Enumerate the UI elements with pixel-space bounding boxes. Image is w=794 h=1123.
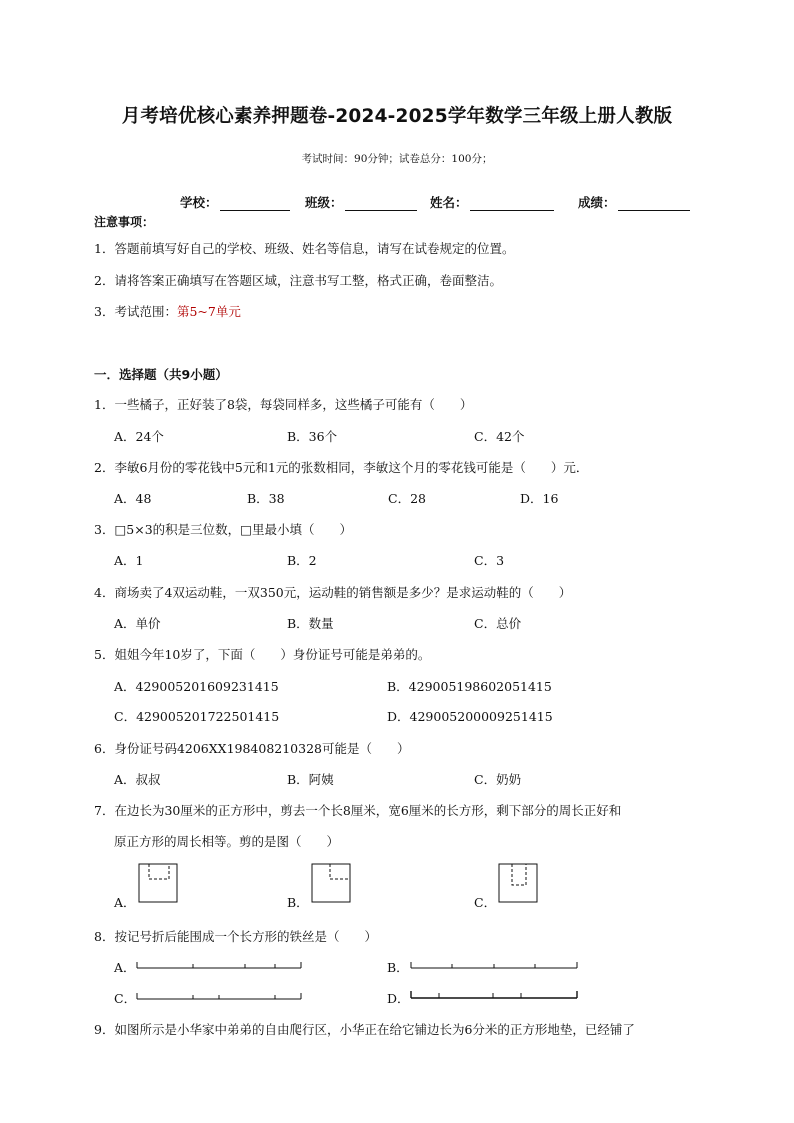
- option[interactable]: C．28: [388, 491, 426, 506]
- page-title: 月考培优核心素养押题卷-2024-2025学年数学三年级上册人教版: [121, 106, 673, 127]
- figure-a-square-notch-corner: [137, 862, 181, 906]
- notice-item: 2．请将答案正确填写在答题区域，注意书写工整，格式正确，卷面整洁。: [94, 273, 502, 288]
- option[interactable]: B．阿姨: [287, 772, 334, 787]
- option[interactable]: A．: [114, 960, 136, 975]
- option[interactable]: A．48: [114, 491, 152, 506]
- figure-b-square-notch-corner: [310, 862, 354, 906]
- section-heading: 一．选择题（共9小题）: [94, 367, 228, 382]
- option[interactable]: A．: [114, 895, 136, 910]
- option[interactable]: A．429005201609231415: [114, 679, 279, 694]
- scope-label: 3．考试范围：: [94, 304, 177, 319]
- score-field[interactable]: [578, 193, 690, 211]
- notice-item: 1．答题前填写好自己的学校、班级、姓名等信息，请写在试卷规定的位置。: [94, 241, 515, 256]
- question-stem: 5．姐姐今年10岁了，下面（ ）身份证号可能是弟弟的。: [94, 647, 431, 662]
- option[interactable]: C．3: [474, 553, 505, 568]
- school-label: 学校：: [180, 195, 218, 210]
- name-field[interactable]: [430, 193, 554, 211]
- question-stem: 2．李敏6月份的零花钱中5元和1元的张数相同，李敏这个月的零花钱可能是（ ）元．: [94, 460, 589, 475]
- wire-b-icon: [409, 960, 581, 972]
- class-field[interactable]: [305, 193, 417, 211]
- option[interactable]: D．: [387, 991, 410, 1006]
- option[interactable]: B．36个: [287, 429, 338, 444]
- option[interactable]: A．叔叔: [114, 772, 161, 787]
- question-stem: 3．□5×3的积是三位数，□里最小填（ ）: [94, 522, 352, 537]
- wire-a-icon: [135, 960, 305, 972]
- score-label: 成绩：: [578, 195, 616, 210]
- option[interactable]: C．42个: [474, 429, 525, 444]
- name-label: 姓名：: [430, 195, 468, 210]
- question-stem: 6．身份证号码4206XX198408210328可能是（ ）: [94, 741, 410, 756]
- question-stem: 4．商场卖了4双运动鞋，一双350元，运动鞋的销售额是多少？是求运动鞋的（ ）: [94, 585, 572, 600]
- class-label: 班级：: [305, 195, 343, 210]
- option[interactable]: B．: [287, 895, 309, 910]
- option[interactable]: C．总价: [474, 616, 522, 631]
- question-stem: 8．按记号折后能围成一个长方形的铁丝是（ ）: [94, 929, 377, 944]
- question-stem: 7．在边长为30厘米的正方形中，剪去一个长8厘米，宽6厘米的长方形，剩下部分的周长正好和: [94, 803, 622, 818]
- option[interactable]: C．奶奶: [474, 772, 522, 787]
- option[interactable]: C．429005201722501415: [114, 709, 280, 724]
- option[interactable]: B．38: [247, 491, 285, 506]
- option[interactable]: B．: [387, 960, 409, 975]
- school-field[interactable]: [180, 193, 290, 211]
- option[interactable]: B．数量: [287, 616, 334, 631]
- option[interactable]: B．2: [287, 553, 317, 568]
- wire-c-icon: [135, 991, 305, 1003]
- option[interactable]: B．429005198602051415: [387, 679, 552, 694]
- notice-heading: 注意事项：: [94, 215, 155, 229]
- wire-d-icon: [409, 990, 581, 1003]
- figure-c-square-notch-middle: [497, 862, 541, 906]
- question-stem-cont: 原正方形的周长相等。剪的是图（ ）: [114, 834, 340, 849]
- option[interactable]: A．单价: [114, 616, 161, 631]
- option[interactable]: A．1: [114, 553, 144, 568]
- notice-item-scope: [94, 302, 241, 320]
- option[interactable]: C．: [474, 895, 497, 910]
- question-stem: 9．如图所示是小华家中弟弟的自由爬行区，小华正在给它铺边长为6分米的正方形地垫，已经铺了: [94, 1022, 635, 1037]
- option[interactable]: D．16: [520, 491, 559, 506]
- exam-info: 考试时间：90分钟；试卷总分：100分；: [301, 153, 493, 165]
- scope-value: 第5~7单元: [176, 304, 241, 319]
- option[interactable]: C．: [114, 991, 137, 1006]
- option[interactable]: D．429005200009251415: [387, 709, 553, 724]
- option[interactable]: A．24个: [114, 429, 164, 444]
- question-stem: 1．一些橘子，正好装了8袋，每袋同样多，这些橘子可能有（ ）: [94, 397, 473, 412]
